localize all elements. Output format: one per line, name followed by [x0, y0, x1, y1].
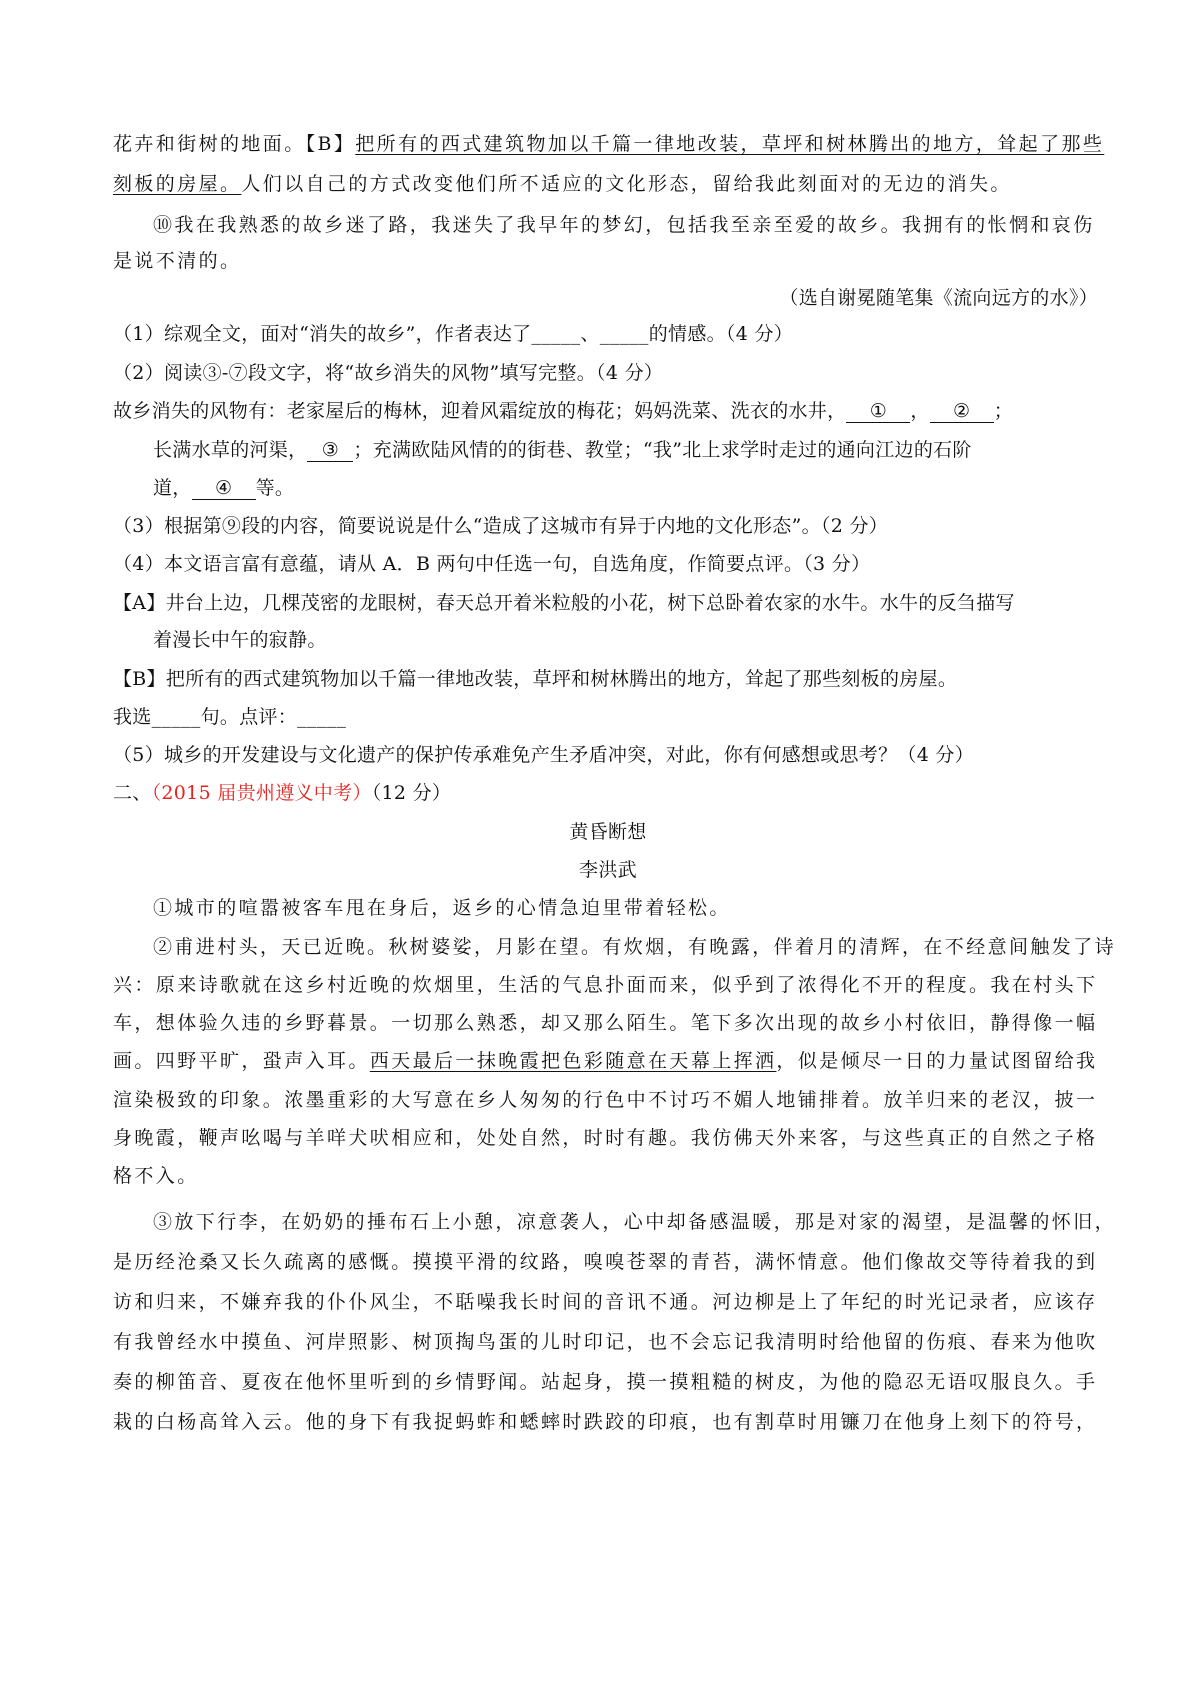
paragraph-10-line-2: 是说不清的。 — [113, 250, 242, 272]
paragraph-9-end-line-2 — [113, 170, 1103, 198]
question-3: （3）根据第⑨段的内容，简要说说是什么“造成了这城市有异于内地的文化形态”。（2 分） — [113, 515, 889, 537]
paragraph-3-line-6: 栽的白杨高耸入云。他的身下有我捉蚂蚱和蟋蟀时跌跤的印痕，也有割草时用镰刀在他身上刻下的符号， — [113, 1411, 1098, 1433]
q1-blank-2[interactable]: _____ — [599, 323, 649, 345]
paragraph-3-line-3: 访和归来，不嫌弃我的仆仆风尘，不聒噪我长时间的音讯不通。河边柳是上了年纪的时光记录者，应该存 — [113, 1291, 1098, 1313]
question-2: （2）阅读③-⑦段文字，将“故乡消失的风物”填写完整。（4 分） — [113, 362, 664, 384]
paragraph-2-line-4 — [113, 1047, 1103, 1075]
paragraph-3-line-5: 奏的柳笛音、夏夜在他怀里听到的乡情野闻。站起身，摸一摸粗糙的树皮，为他的隐忍无语叹服良久。手 — [113, 1371, 1098, 1393]
comment-blank[interactable]: _____ — [297, 706, 347, 728]
paragraph-2-line-2: 兴：原来诗歌就在这乡村近晚的炊烟里，生活的气息扑面而来，似乎到了浓得化不开的程度。我在村头下 — [113, 974, 1098, 996]
paragraph-2-line-5: 渲染极致的印象。浓墨重彩的大写意在乡人匆匆的行色中不讨巧不媚人地铺排着。放羊归来的老汉，披一 — [113, 1089, 1098, 1111]
underlined-sentence-b-end: 刻板的房屋。 — [113, 173, 242, 195]
paragraph-2-line-7: 格不入。 — [113, 1165, 199, 1187]
q1-blank-1[interactable]: _____ — [531, 323, 581, 345]
q2-fill-text: 等。 — [255, 477, 295, 499]
exam-source-red: （2015 届贵州遵义中考） — [151, 782, 372, 804]
choose-text: 我选 — [113, 706, 152, 728]
fill-blank-2[interactable]: ② — [930, 400, 994, 423]
source-citation: （选自谢冕随笔集《流向远方的水》） — [779, 287, 1098, 309]
question-2-fill-line-1 — [113, 397, 1103, 425]
q2-fill-text: 道， — [153, 477, 192, 499]
q2-fill-text: 故乡消失的风物有：老家屋后的梅林，迎着风霜绽放的梅花；妈妈洗菜、洗衣的水井， — [113, 400, 847, 422]
q1-text-end: 的情感。（4 分） — [648, 323, 794, 345]
paragraph-3-line-4: 有我曾经水中摸鱼、河岸照影、树顶掏鸟蛋的儿时印记，也不会忘记我清明时给他留的伤痕、春来为他吹 — [113, 1331, 1098, 1353]
choose-blank[interactable]: _____ — [151, 706, 201, 728]
sentence-a-line-1: 【A】井台上边，几棵茂密的龙眼树，春天总开着米粒般的小花，树下总卧着农家的水牛。水牛的反刍描写 — [113, 592, 1015, 614]
underlined-sentence: 西天最后一抹晚霞把色彩随意在天幕上挥洒 — [369, 1050, 777, 1072]
q2-fill-text: 长满水草的河渠， — [153, 439, 308, 461]
sep: ； — [993, 400, 1014, 422]
q1-sep: 、 — [580, 323, 600, 345]
paragraph-3-line-1: ③放下行李，在奶奶的捶布石上小憩，凉意袭人，心中却备感温暖，那是对家的渴望，是温馨的怀旧， — [153, 1211, 1117, 1233]
paragraph-1: ①城市的喧嚣被客车甩在身后，返乡的心情急迫里带着轻松。 — [153, 897, 731, 919]
paragraph-2-line-1: ②甫进村头，天已近晚。秋树婆娑，月影在望。有炊烟，有晚露，伴着月的清辉，在不经意间触发了诗 — [153, 936, 1117, 958]
paragraph-3-line-2: 是历经沧桑又长久疏离的感慨。摸摸平滑的纹路，嗅嗅苍翠的青苔，满怀情意。他们像故交等待着我的到 — [113, 1251, 1098, 1273]
text: 人们以自己的方式改变他们所不适应的文化形态，留给我此刻面对的无边的消失。 — [241, 173, 1012, 195]
text: 画。四野平旷，蛩声入耳。 — [113, 1050, 370, 1072]
text: 花卉和街树的地面。【B】 — [113, 133, 356, 155]
question-5: （5）城乡的开发建设与文化遗产的保护传承难免产生矛盾冲突，对此，你有何感想或思考？（4 分） — [113, 744, 975, 766]
paragraph-10-line-1: ⑩我在我熟悉的故乡迷了路，我迷失了我早年的梦幻，包括我至亲至爱的故乡。我拥有的怅惘和哀伤 — [153, 214, 1095, 236]
sentence-a-line-2: 着漫长中午的寂静。 — [153, 629, 327, 651]
choose-answer-line — [113, 703, 1103, 731]
text: ，似是倾尽一日的力量试图留给我 — [776, 1050, 1098, 1072]
section-score: （12 分） — [371, 782, 452, 804]
question-4: （4）本文语言富有意蕴，请从 A．B 两句中任选一句，自选角度，作简要点评。（3 分） — [113, 553, 871, 575]
fill-blank-3[interactable]: ③ — [307, 439, 353, 462]
fill-blank-4[interactable]: ④ — [192, 477, 256, 500]
section-label: 二、 — [113, 782, 152, 804]
q2-fill-text: ；充满欧陆风情的的街巷、教堂；“我”北上求学时走过的通向江边的石阶 — [353, 439, 972, 461]
passage-title: 黄昏断想 — [569, 821, 647, 843]
paragraph-2-line-3: 车，想体验久违的乡野暮景。一切那么熟悉，却又那么陌生。笔下多次出现的故乡小村依旧，静得像一幅 — [113, 1012, 1098, 1034]
underlined-sentence-b: 把所有的西式建筑物加以千篇一律地改装，草坪和树林腾出的地方，耸起了那些 — [355, 133, 1105, 155]
section-2-heading — [113, 779, 1103, 807]
question-1 — [113, 320, 1103, 348]
passage-author: 李洪武 — [579, 859, 637, 881]
question-2-fill-line-2 — [153, 436, 1143, 464]
fill-blank-1[interactable]: ① — [846, 400, 910, 423]
paragraph-9-end-line-1 — [113, 130, 1103, 158]
sentence-b: 【B】把所有的西式建筑物加以千篇一律地改装，草坪和树林腾出的地方，耸起了那些刻板的房屋。 — [113, 668, 958, 690]
q1-text: （1）综观全文，面对“消失的故乡”，作者表达了 — [113, 323, 532, 345]
choose-text: 句。点评： — [200, 706, 298, 728]
paragraph-2-line-6: 身晚霞，鞭声吆喝与羊咩犬吠相应和，处处自然，时时有趣。我仿佛天外来客，与这些真正的自然之子格 — [113, 1127, 1098, 1149]
sep: ， — [910, 400, 930, 422]
question-2-fill-line-3 — [153, 474, 1143, 502]
